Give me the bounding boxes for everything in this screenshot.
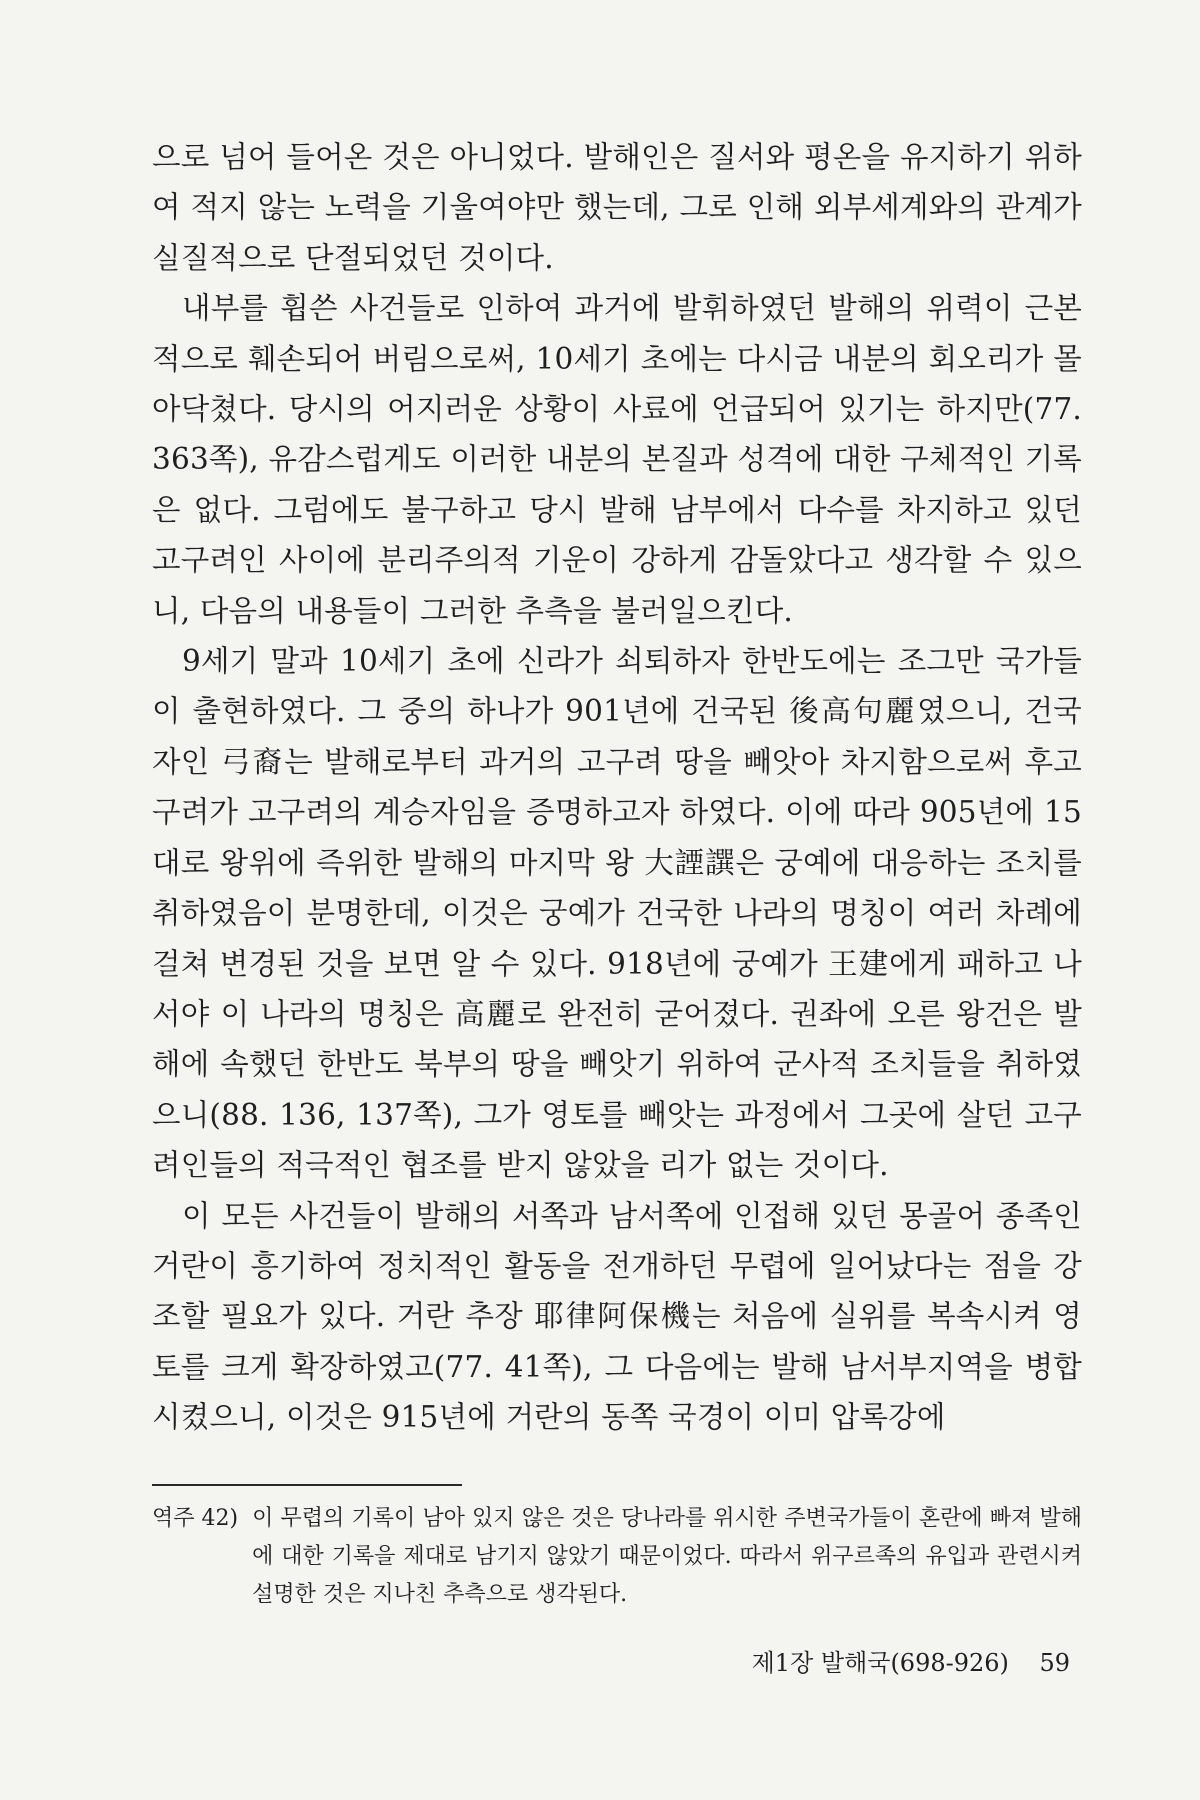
paragraph-continued: 으로 넘어 들어온 것은 아니었다. 발해인은 질서와 평온을 유지하기 위하여 적지 않는 노력을 기울여야만 했는데, 그로 인해 외부세계와의 관계가 실질적으로 단절되었던 것이다. [152, 140, 1082, 275]
footnote-marker: 역주 42) [152, 1506, 239, 1531]
paragraph: 내부를 휩쓴 사건들로 인하여 과거에 발휘하였던 발해의 위력이 근본적으로 훼손되어 버림으로써, 10세기 초에는 다시금 내분의 회오리가 몰아닥쳤다. 당시의 어지러운 상황이 사료에 언급되어 있기는 하지만(77. 363쪽), 유감스럽게도 이러한 내분의 본질과 성격에 대한 구체적인 기록은 없다. 그럼에도 불구하고 당시 발해 남부에서 다수를 차지하고 있던 고구려인 사이에 분리주의적 기운이 강하게 감돌았다고 생각할 수 있으니, 다음의 내용들이 그러한 추측을 불러일으킨다. [152, 291, 1082, 628]
footnote-divider [152, 1484, 462, 1486]
footnote-text: 이 무렵의 기록이 남아 있지 않은 것은 당나라를 위시한 주변국가들이 혼란에 빠져 발해에 대한 기록을 제대로 남기지 않았기 때문이었다. 따라서 위구르족의 유입과 관련시켜 설명한 것은 지나친 추측으로 생각된다. [252, 1506, 1082, 1607]
body-text [152, 132, 1082, 1443]
paragraph: 9세기 말과 10세기 초에 신라가 쇠퇴하자 한반도에는 조그만 국가들이 출현하였다. 그 중의 하나가 901년에 건국된 後高句麗였으니, 건국자인 弓裔는 발해로부터 과거의 고구려 땅을 빼앗아 차지함으로써 후고구려가 고구려의 계승자임을 증명하고자 하였다. 이에 따라 905년에 15대로 왕위에 즉위한 발해의 마지막 왕 大諲譔은 궁예에 대응하는 조치를 취하였음이 분명한데, 이것은 궁예가 건국한 나라의 명칭이 여러 차례에 걸쳐 변경된 것을 보면 알 수 있다. 918년에 궁예가 王建에게 패하고 나서야 이 나라의 명칭은 高麗로 완전히 굳어졌다. 권좌에 오른 왕건은 발해에 속했던 한반도 북부의 땅을 빼앗기 위하여 군사적 조치들을 취하였으니(88. 136, 137쪽), 그가 영토를 빼앗는 과정에서 그곳에 살던 고구려인들의 적극적인 협조를 받지 않았을 리가 없는 것이다. [152, 644, 1082, 1183]
page-number: 59 [1039, 1649, 1070, 1677]
page-footer [752, 1648, 1070, 1678]
footnote [152, 1500, 1082, 1614]
paragraph: 이 모든 사건들이 발해의 서쪽과 남서쪽에 인접해 있던 몽골어 종족인 거란이 흥기하여 정치적인 활동을 전개하던 무렵에 일어났다는 점을 강조할 필요가 있다. 거란 추장 耶律阿保機는 처음에 실위를 복속시켜 영토를 크게 확장하였고(77. 41쪽), 그 다음에는 발해 남서부지역을 병합시켰으니, 이것은 915년에 거란의 동쪽 국경이 이미 압록강에 [152, 1198, 1082, 1435]
running-footer-chapter: 제1장 발해국(698-926) [751, 1649, 1009, 1677]
